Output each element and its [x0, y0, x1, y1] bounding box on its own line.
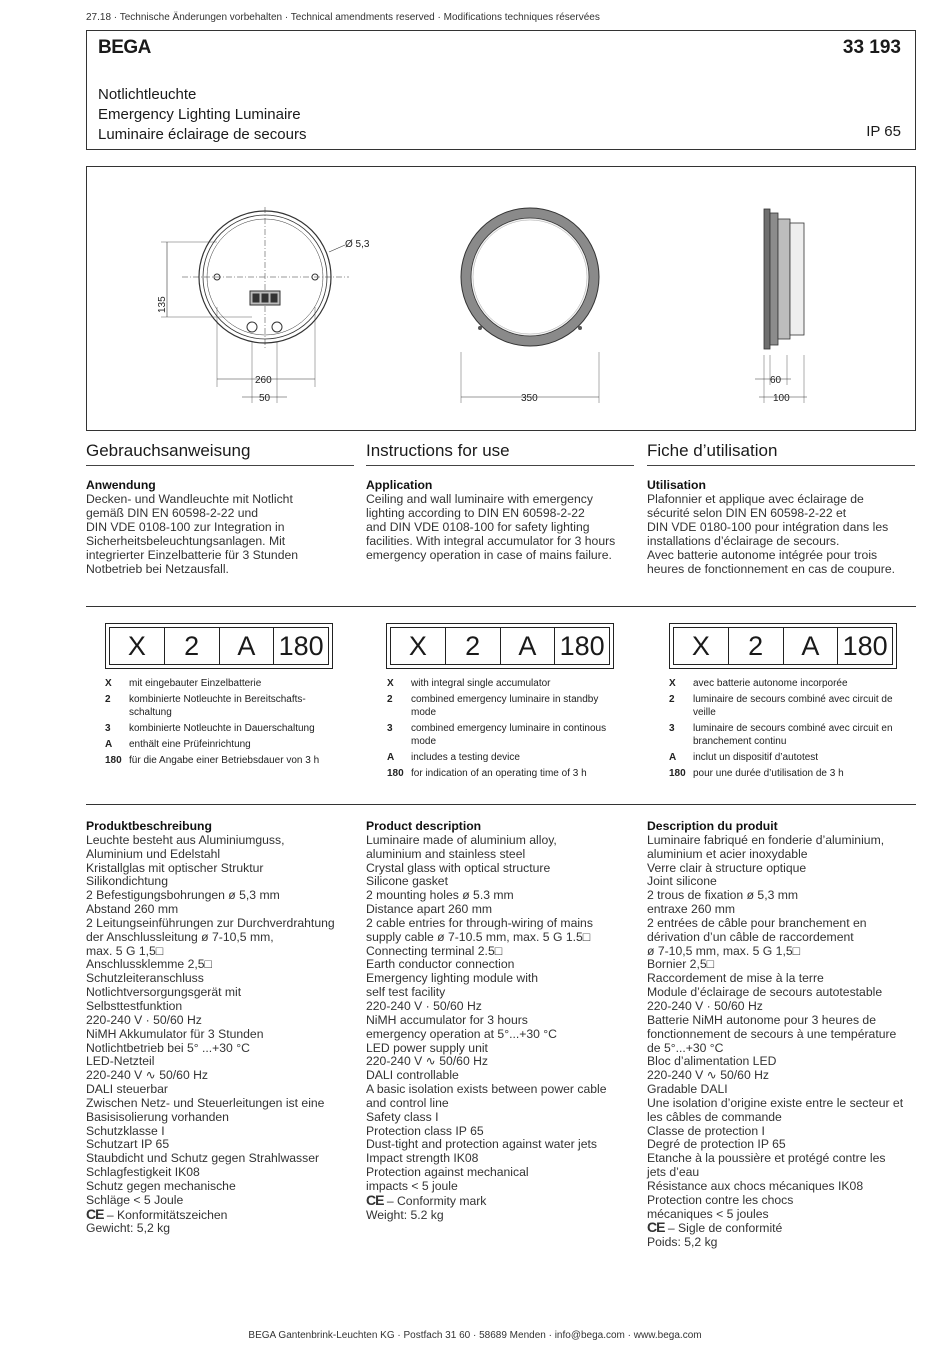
- text-line: LED power supply unit: [366, 1040, 488, 1055]
- code-legend-de: [105, 677, 331, 770]
- text-line: Une isolation d’origine existe entre le secteur et: [647, 1095, 904, 1110]
- application-heading-fr: Utilisation: [647, 478, 706, 492]
- text-line: Luminaire fabriqué en fonderie d’aluminium,: [647, 832, 885, 847]
- text-line: Impact strength IK08: [366, 1151, 479, 1166]
- text-line: Résistance aux chocs mécaniques IK08: [647, 1178, 864, 1193]
- text-line: Schläge < 5 Joule: [86, 1192, 184, 1207]
- text-line: Luminaire made of aluminium alloy,: [366, 832, 557, 847]
- text-line: 220-240 V ∿ 50/60 Hz: [647, 1068, 770, 1083]
- legend-value: combined emergency luminaire in continous mode: [411, 723, 607, 747]
- code-cell: X: [691, 631, 710, 661]
- text-line: Dust-tight and protection against water jets: [366, 1137, 598, 1152]
- text-line: Classe de protection I: [647, 1123, 765, 1138]
- text-line: entraxe 260 mm: [647, 902, 736, 917]
- text-line: NiMH Akkumulator für 3 Stunden: [86, 1026, 264, 1041]
- text-line: Abstand 260 mm: [86, 902, 179, 917]
- text-line: Staubdicht und Schutz gegen Strahlwasser: [86, 1151, 320, 1166]
- side-view: [755, 209, 807, 403]
- text-line: Etanche à la poussière et protégé contre les: [647, 1151, 886, 1166]
- legend-row: [105, 722, 331, 735]
- text-line: Avec batterie autonome intégrée pour trois: [647, 548, 878, 562]
- text-line: Schutzart IP 65: [86, 1137, 170, 1152]
- legend-row: [387, 693, 617, 719]
- legend-value: avec batterie autonome incorporée: [693, 678, 848, 689]
- legend-row: [387, 751, 617, 764]
- text-line: impacts < 5 joule: [366, 1178, 458, 1193]
- ce-mark-icon: CE: [647, 1219, 665, 1236]
- product-name-fr: Luminaire éclairage de secours: [98, 126, 307, 143]
- diameter-label: 350: [521, 393, 538, 404]
- description-lines-fr: [647, 834, 919, 1222]
- text-line: Aluminium und Edelstahl: [86, 846, 221, 861]
- code-legend-fr: [669, 677, 909, 783]
- text-line: Basisisolierung vorhanden: [86, 1109, 229, 1124]
- legend-key: X: [105, 678, 112, 689]
- text-line: max. 5 G 1,5□: [86, 943, 164, 958]
- legend-row: [387, 722, 617, 748]
- text-line: facilities. With integral accumulator for 3 hours: [366, 534, 616, 548]
- conformity-text-fr: – Sigle de conformité: [667, 1221, 783, 1236]
- text-line: 2 Leitungseinführungen zur Durchverdrahtung: [86, 915, 335, 930]
- text-line: Bloc d’alimentation LED: [647, 1054, 777, 1069]
- legend-value: combined emergency luminaire in standby mode: [411, 694, 599, 718]
- code-cell: 2: [728, 628, 783, 664]
- text-line: and control line: [366, 1095, 449, 1110]
- legend-value: pour une durée d’utilisation de 3 h: [693, 768, 844, 779]
- legend-key: X: [669, 678, 676, 689]
- legend-key: A: [105, 739, 113, 750]
- description-heading-en: Product description: [366, 819, 482, 833]
- legend-row: [669, 751, 909, 764]
- text-line: aluminium and stainless steel: [366, 846, 526, 861]
- text-line: DIN VDE 0108-100 zur Integration in: [86, 520, 285, 534]
- code-cell: A: [500, 628, 555, 664]
- legend-row: [669, 677, 909, 690]
- text-line: 2 trous de fixation ø 5,3 mm: [647, 888, 799, 903]
- legend-row: [669, 693, 909, 719]
- code-cell: A: [783, 628, 838, 664]
- text-line: Notbetrieb bei Netzausfall.: [86, 562, 229, 576]
- text-line: ø 7-10,5 mm, max. 5 G 1,5□: [647, 943, 800, 958]
- text-line: jets d’eau: [647, 1165, 700, 1180]
- text-line: 220-240 V ∿ 50/60 Hz: [86, 1068, 209, 1083]
- text-line: Schutzklasse I: [86, 1123, 165, 1138]
- text-line: DIN VDE 0180-100 pour intégration dans les: [647, 520, 889, 534]
- product-description-fr: [647, 820, 919, 1250]
- application-text-fr: [647, 492, 919, 576]
- text-line: Leuchte besteht aus Aluminiumguss,: [86, 832, 285, 847]
- weight-en: Weight: 5.2 kg: [366, 1207, 444, 1222]
- text-line: fonctionnement de secours à une température: [647, 1026, 897, 1041]
- text-line: 2 Befestigungsbohrungen ø 5,3 mm: [86, 888, 280, 903]
- text-line: self test facility: [366, 985, 446, 1000]
- text-line: Distance apart 260 mm: [366, 902, 492, 917]
- text-line: Module d’éclairage de secours autotestable: [647, 985, 883, 1000]
- legend-value: mit eingebauter Einzelbatterie: [129, 678, 262, 689]
- emergency-code-section: [86, 606, 916, 805]
- text-line: Silikondichtung: [86, 874, 168, 889]
- legend-value: luminaire de secours combiné avec circuit de veille: [693, 694, 893, 718]
- application-text-en: [366, 492, 638, 562]
- text-line: Connecting terminal 2.5□: [366, 943, 503, 958]
- width-mount-label: 260: [255, 375, 272, 386]
- legend-row: [387, 677, 617, 690]
- text-line: lighting according to DIN EN 60598-2-22: [366, 506, 585, 520]
- text-line: and DIN VDE 0108-100 for safety lighting: [366, 520, 590, 534]
- text-line: Crystal glass with optical structure: [366, 860, 551, 875]
- text-line: der Anschlussleitung ø 7-10,5 mm,: [86, 929, 274, 944]
- text-line: emergency operation in case of mains failure.: [366, 548, 612, 562]
- text-line: Raccordement de mise à la terre: [647, 971, 824, 986]
- text-line: Schutzleiteranschluss: [86, 971, 204, 986]
- text-line: integrierter Einzelbatterie für 3 Stunden: [86, 548, 299, 562]
- legend-key: 180: [387, 768, 404, 779]
- text-line: A basic isolation exists between power cable: [366, 1082, 607, 1097]
- depth-label: 60: [770, 375, 782, 386]
- column-heading-de: Gebrauchsanweisung: [86, 441, 354, 466]
- conformity-line-de: [86, 1205, 358, 1223]
- weight-fr: Poids: 5,2 kg: [647, 1235, 718, 1250]
- width-small-label: 50: [259, 393, 271, 404]
- text-line: supply cable ø 7-10.5 mm, max. 5 G 1.5□: [366, 929, 591, 944]
- legend-value: luminaire de secours combiné avec circuit en branchement continu: [693, 723, 893, 747]
- application-heading-de: Anwendung: [86, 478, 156, 492]
- legend-key: 3: [105, 723, 111, 734]
- conformity-line-en: [366, 1191, 638, 1209]
- text-line: Anschlussklemme 2,5□: [86, 957, 212, 972]
- text-line: heures de fonctionnement en cas de coupure.: [647, 562, 895, 576]
- text-line: 220-240 V · 50/60 Hz: [647, 998, 763, 1013]
- legend-key: 3: [669, 723, 675, 734]
- legend-key: 180: [669, 768, 686, 779]
- text-line: Kristallglas mit optischer Struktur: [86, 860, 264, 875]
- legend-key: 180: [105, 755, 122, 766]
- mounting-view: [161, 207, 349, 403]
- text-line: DALI controllable: [366, 1068, 459, 1083]
- depth-total-label: 100: [773, 393, 790, 404]
- text-line: gemäß DIN EN 60598-2-22 und: [86, 506, 259, 520]
- weight-de: Gewicht: 5,2 kg: [86, 1221, 170, 1236]
- legend-value: for indication of an operating time of 3 h: [411, 768, 587, 779]
- article-number: 33 193: [842, 37, 901, 58]
- legend-key: A: [669, 752, 677, 763]
- description-heading-fr: Description du produit: [647, 819, 778, 833]
- legend-key: 3: [387, 723, 393, 734]
- legend-value: enthält eine Prüfeinrichtung: [129, 739, 251, 750]
- text-line: Earth conductor connection: [366, 957, 515, 972]
- code-cell: 180: [837, 628, 892, 664]
- legend-key: 2: [105, 694, 111, 705]
- code-box-en: [386, 623, 614, 669]
- description-lines-en: [366, 834, 638, 1194]
- text-line: Emergency lighting module with: [366, 971, 539, 986]
- text-line: installations d’éclairage de secours.: [647, 534, 840, 548]
- description-lines-de: [86, 834, 358, 1208]
- product-names: [98, 85, 306, 145]
- code-legend-en: [387, 677, 617, 783]
- text-line: Verre clair à structure optique: [647, 860, 807, 875]
- text-line: Degré de protection IP 65: [647, 1137, 786, 1152]
- text-line: Protection class IP 65: [366, 1123, 484, 1138]
- application-fr: [647, 478, 919, 576]
- text-line: 2 entrées de câble pour branchement en: [647, 915, 867, 930]
- text-line: 220-240 V · 50/60 Hz: [86, 1012, 202, 1027]
- footer: BEGA Gantenbrink-Leuchten KG · Postfach 31 60 · 58689 Menden · info@bega.com · www.bega.com: [248, 1330, 702, 1341]
- ce-mark-icon: CE: [366, 1191, 384, 1208]
- application-text-de: [86, 492, 358, 576]
- code-cell: X: [127, 631, 146, 661]
- text-line: Plafonnier et applique avec éclairage de: [647, 492, 864, 506]
- ip-rating: IP 65: [866, 123, 901, 140]
- legend-row: [387, 767, 617, 780]
- text-line: les câbles de commande: [647, 1109, 782, 1124]
- text-line: Schutz gegen mechanische: [86, 1178, 236, 1193]
- text-line: emergency operation at 5°...+30 °C: [366, 1026, 557, 1041]
- legend-key: A: [387, 752, 395, 763]
- ce-mark-icon: CE: [86, 1205, 104, 1222]
- legend-row: [669, 722, 909, 748]
- hole-label: Ø 5,3: [345, 239, 370, 250]
- product-description-de: [86, 820, 358, 1236]
- code-box-fr: [669, 623, 897, 669]
- legend-row: [105, 677, 331, 690]
- application-de: [86, 478, 358, 576]
- legend-value: kombinierte Notleuchte in Dauerschaltung: [129, 723, 315, 734]
- header-box: [86, 30, 916, 150]
- drawing-svg: [87, 167, 917, 432]
- text-line: sécurité selon DIN EN 60598-2-22 et: [647, 506, 847, 520]
- text-line: 2 mounting holes ø 5.3 mm: [366, 888, 514, 903]
- front-view: [461, 208, 599, 403]
- legend-value: inclut un dispositif d’autotest: [693, 752, 819, 763]
- text-line: Protection contre les chocs: [647, 1192, 794, 1207]
- text-line: Bornier 2,5□: [647, 957, 714, 972]
- application-heading-en: Application: [366, 478, 433, 492]
- legend-value: with integral single accumulator: [411, 678, 551, 689]
- code-cell: 180: [554, 628, 609, 664]
- legend-row: [105, 754, 331, 767]
- text-line: Safety class I: [366, 1109, 439, 1124]
- conformity-text-de: – Konformitätszeichen: [106, 1207, 228, 1222]
- application-en: [366, 478, 638, 562]
- legend-row: [669, 767, 909, 780]
- column-heading-en: Instructions for use: [366, 441, 634, 466]
- legend-key: 2: [387, 694, 393, 705]
- text-line: Notlichtbetrieb bei 5° ...+30 °C: [86, 1040, 250, 1055]
- text-line: dérivation d’un câble de raccordement: [647, 929, 854, 944]
- code-cell: A: [219, 628, 274, 664]
- column-heading-fr: Fiche d’utilisation: [647, 441, 915, 466]
- text-line: Silicone gasket: [366, 874, 448, 889]
- text-line: LED-Netzteil: [86, 1054, 155, 1069]
- text-line: 220-240 V · 50/60 Hz: [366, 998, 482, 1013]
- text-line: aluminium et acier inoxydable: [647, 846, 808, 861]
- legend-value: includes a testing device: [411, 752, 520, 763]
- text-line: NiMH accumulator for 3 hours: [366, 1012, 528, 1027]
- legend-key: X: [387, 678, 394, 689]
- product-name-de: Notlichtleuchte: [98, 86, 197, 103]
- text-line: 220-240 V ∿ 50/60 Hz: [366, 1054, 489, 1069]
- legend-row: [105, 738, 331, 751]
- legend-value: kombinierte Notleuchte in Bereitschafts-schaltung: [129, 694, 306, 718]
- conformity-line-fr: [647, 1221, 919, 1236]
- brand-logo: BEGA: [98, 37, 151, 58]
- text-line: Ceiling and wall luminaire with emergency: [366, 492, 593, 506]
- height-label: 135: [157, 296, 168, 313]
- text-line: DALI steuerbar: [86, 1082, 168, 1097]
- text-line: Selbsttestfunktion: [86, 998, 183, 1013]
- code-cell: 2: [445, 628, 500, 664]
- text-line: Gradable DALI: [647, 1082, 728, 1097]
- code-box-de: [105, 623, 333, 669]
- text-line: mécaniques < 5 joules: [647, 1206, 769, 1221]
- code-cell: X: [408, 631, 427, 661]
- legend-key: 2: [669, 694, 675, 705]
- product-name-en: Emergency Lighting Luminaire: [98, 106, 301, 123]
- code-cell: 180: [273, 628, 328, 664]
- text-line: Notlichtversorgungsgerät mit: [86, 985, 242, 1000]
- legend-row: [105, 693, 331, 719]
- text-line: Zwischen Netz- und Steuerleitungen ist eine: [86, 1095, 325, 1110]
- text-line: Decken- und Wandleuchte mit Notlicht: [86, 492, 293, 506]
- conformity-text-en: – Conformity mark: [386, 1193, 487, 1208]
- text-line: 2 cable entries for through-wiring of mains: [366, 915, 593, 930]
- text-line: Joint silicone: [647, 874, 717, 889]
- top-note: 27.18 · Technische Änderungen vorbehalten · Technical amendments reserved · Modifications techniques réservées: [86, 12, 600, 23]
- legend-value: für die Angabe einer Betriebsdauer von 3 h: [129, 755, 320, 766]
- product-description-en: [366, 820, 638, 1222]
- description-heading-de: Produktbeschreibung: [86, 819, 212, 833]
- code-cell: 2: [164, 628, 219, 664]
- text-line: Sicherheitsbeleuchtungsanlagen. Mit: [86, 534, 286, 548]
- text-line: Batterie NiMH autonome pour 3 heures de: [647, 1012, 876, 1027]
- text-line: Protection against mechanical: [366, 1165, 529, 1180]
- text-line: de 5°...+30 °C: [647, 1040, 724, 1055]
- text-line: Schlagfestigkeit IK08: [86, 1165, 200, 1180]
- technical-drawing: [86, 166, 916, 431]
